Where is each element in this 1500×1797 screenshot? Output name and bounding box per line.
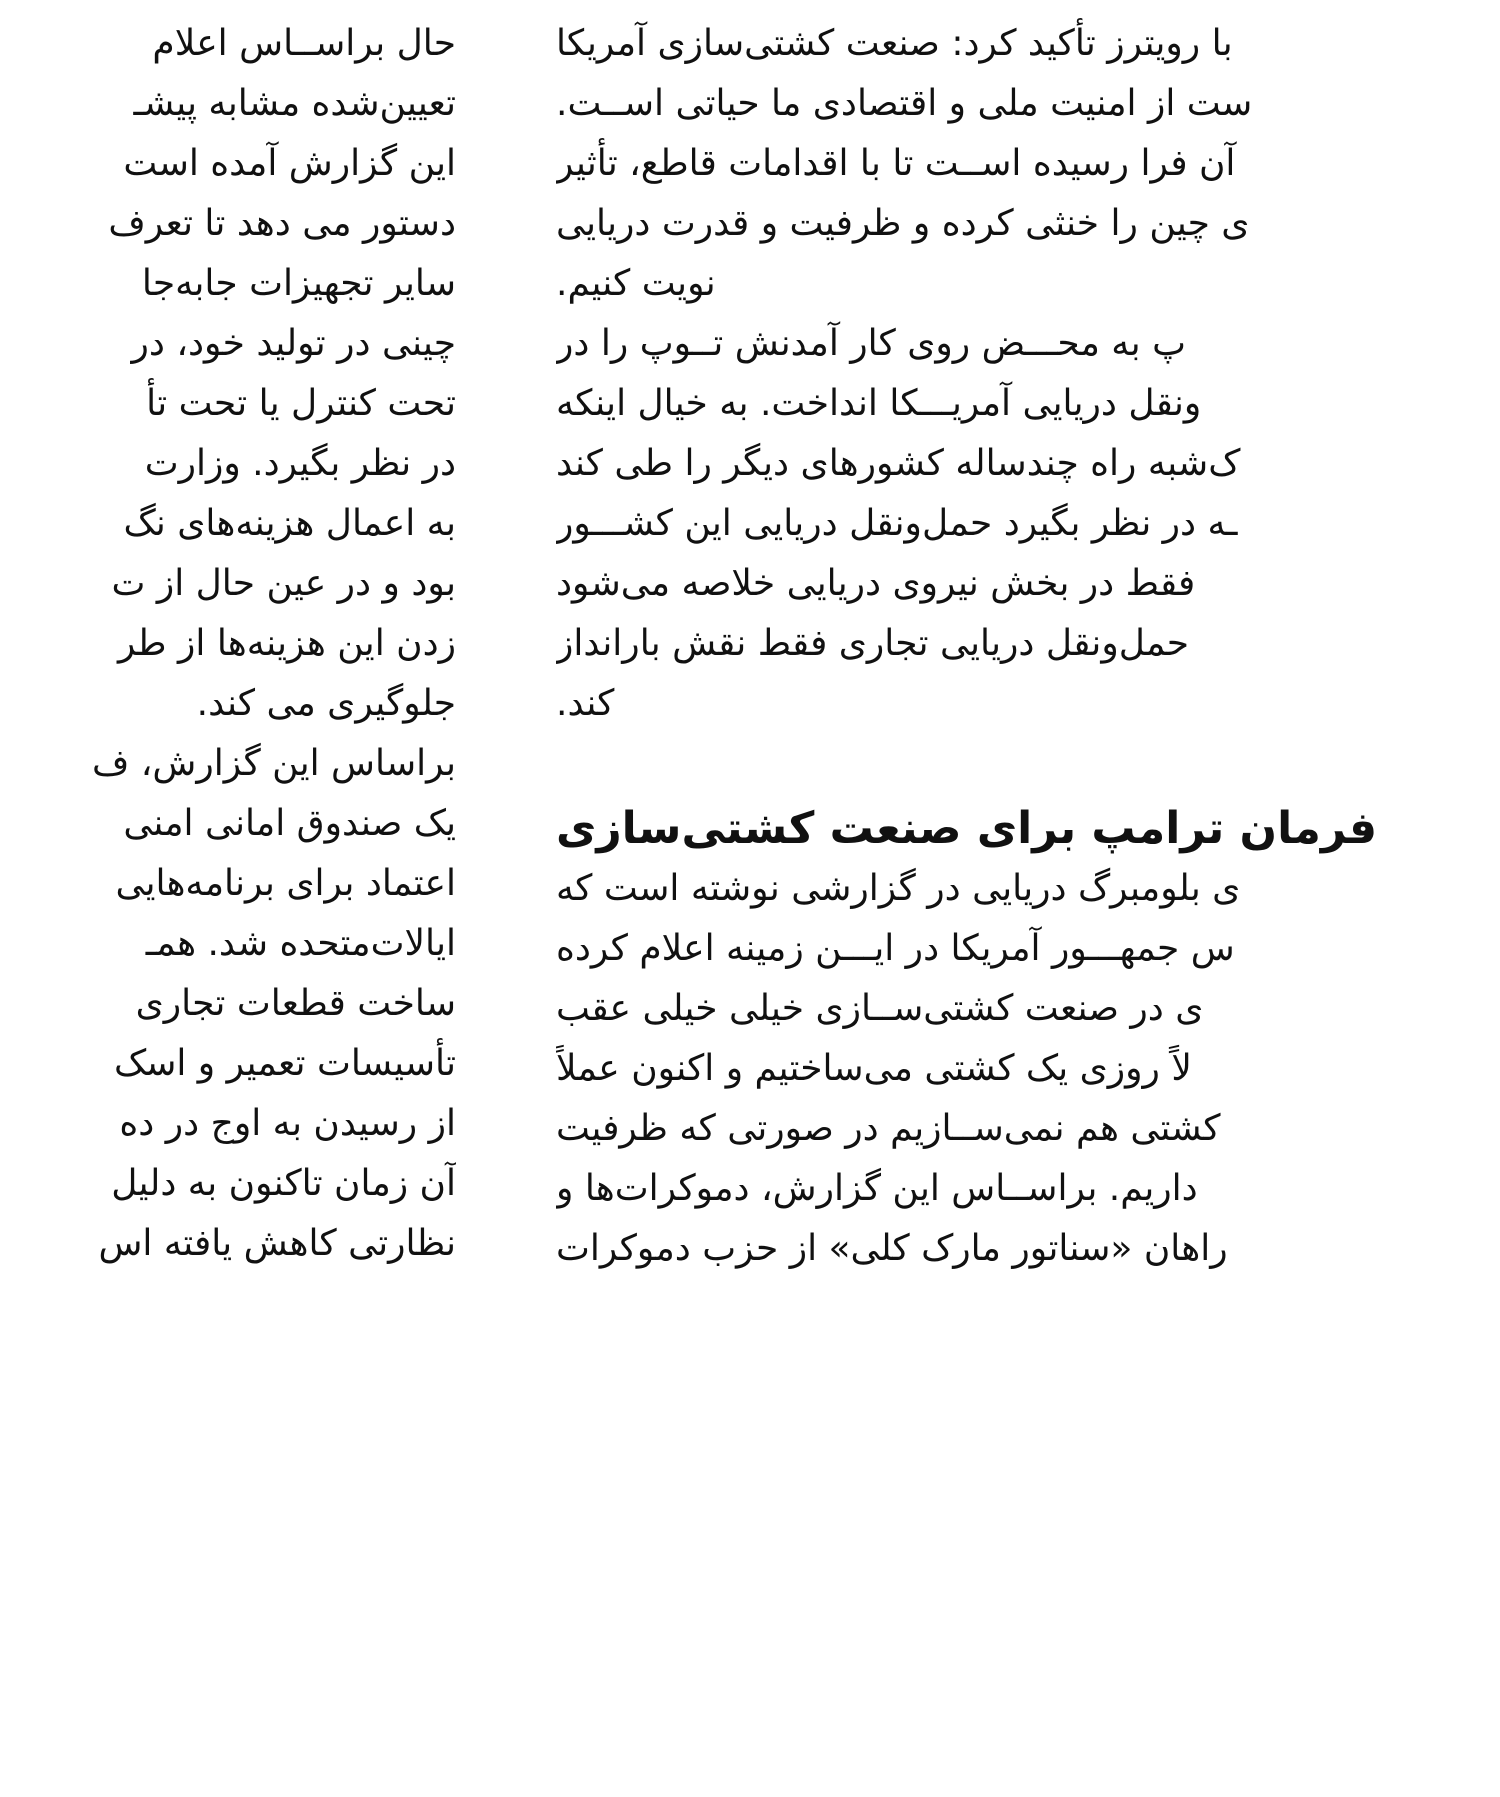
right-line-3: آن فرا رسیده اســت تا با اقدامات قاطع، تأثیر: [556, 143, 1236, 184]
right-line-14: س جمهـــور آمریکا در ایـــن زمینه اعلام کرده: [556, 928, 1235, 969]
left-line-12: جلوگیری می کند.: [196, 683, 456, 724]
right-line-6: پ به محـــض روی کار آمدنش تــوپ را در: [556, 323, 1186, 364]
left-line-14: یک صندوق امانی امنی: [123, 803, 456, 844]
right-line-18: داریم. براســاس این گزارش، دموکرات‌ها و: [556, 1168, 1198, 1209]
left-line-8: در نظر بگیرد. وزارت: [144, 443, 456, 484]
left-line-16: ایالات‌متحده شد. همـ: [145, 923, 456, 964]
left-line-1: حال براســاس اعلام: [152, 23, 456, 64]
left-line-15: اعتماد برای برنامه‌هایی: [115, 863, 456, 904]
left-line-13: براساس این گزارش، ف: [92, 743, 456, 784]
right-line-2: ست از امنیت ملی و اقتصادی ما حیاتی اســت.: [556, 83, 1253, 124]
right-text-column: [556, 0, 1500, 1797]
left-line-19: از رسیدن به اوج در ده: [119, 1103, 456, 1144]
left-line-3: این گزارش آمده است: [123, 143, 456, 184]
right-line-1: با رویترز تأکید کرد: صنعت کشتی‌سازی آمریکا: [556, 23, 1233, 64]
left-line-20: آن زمان تاکنون به دلیل: [111, 1163, 456, 1204]
right-line-10: فقط در بخش نیروی دریایی خلاصه می‌شود: [556, 563, 1196, 604]
right-line-17: کشتی هم نمی‌ســازیم در صورتی که ظرفیت: [556, 1108, 1221, 1149]
right-line-5: نویت کنیم.: [556, 263, 716, 304]
left-text-column: [0, 0, 456, 1797]
left-line-17: ساخت قطعات تجاری: [135, 983, 456, 1024]
left-line-2: تعیین‌شده مشابه پیشـ: [133, 83, 456, 124]
right-line-11: حمل‌ونقل دریایی تجاری فقط نقش بارانداز: [556, 623, 1190, 664]
right-line-13: ی بلومبرگ دریایی در گزارشی نوشته است که: [556, 868, 1241, 909]
left-line-10: بود و در عین حال از ت: [111, 563, 456, 604]
right-line-8: ک‌شبه راه چندساله کشورهای دیگر را طی کند: [556, 443, 1241, 484]
right-line-16: لاً روزی یک کشتی می‌ساختیم و اکنون عملاً: [556, 1048, 1192, 1089]
left-line-5: سایر تجهیزات جابه‌جا: [141, 263, 456, 304]
left-line-9: به اعمال هزینه‌های نگ: [123, 503, 456, 544]
left-line-7: تحت کنترل یا تحت تأ: [146, 383, 456, 424]
right-line-7: ونقل دریایی آمریـــکا انداخت. به خیال اینکه: [556, 383, 1202, 424]
left-line-6: چینی در تولید خود، در: [131, 323, 456, 364]
left-line-21: نظارتی کاهش یافته اس: [98, 1223, 456, 1264]
right-line-9: ـه در نظر بگیرد حمل‌ونقل دریایی این کشـــور: [556, 503, 1238, 544]
left-line-11: زدن این هزینه‌ها از طر: [118, 623, 456, 664]
left-line-18: تأسیسات تعمیر و اسک: [113, 1043, 456, 1084]
right-line-15: ی در صنعت کشتی‌ســازی خیلی خیلی عقب: [556, 988, 1204, 1029]
right-line-4: ی چین را خنثی کرده و ظرفیت و قدرت دریایی: [556, 203, 1250, 244]
right-line-19: راهان «سناتور مارک کلی» از حزب دموکرات: [556, 1228, 1228, 1269]
right-line-12: کند.: [556, 683, 615, 724]
section-heading: فرمان ترامپ برای صنعت کشتی‌سازی: [556, 803, 1378, 854]
left-line-4: دستور می دهد تا تعرف: [108, 203, 456, 244]
